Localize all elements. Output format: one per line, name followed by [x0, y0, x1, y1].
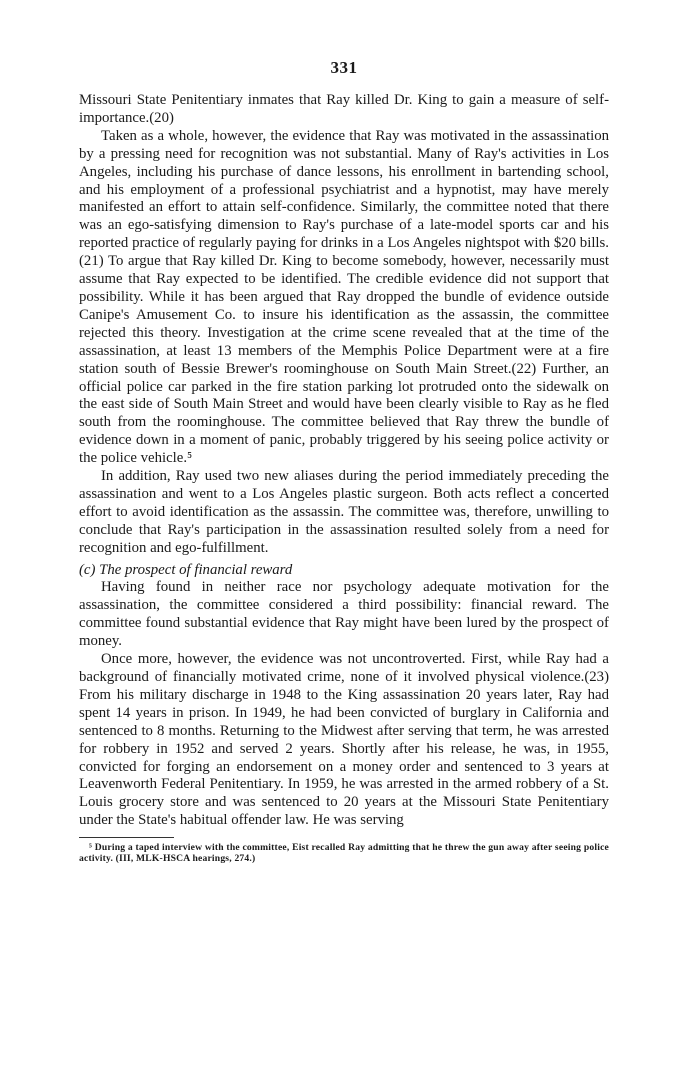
paragraph-4: Having found in neither race nor psychology adequate motivation for the assassination, the committee considered a third possibility: financial reward. The committee found substantial evidence that Ray might have been lured by the prospect of money. [79, 579, 609, 650]
page-number: 331 [330, 58, 358, 77]
paragraph-2: Taken as a whole, however, the evidence that Ray was motivated in the assassination by a pressing need for recognition was not substantial. Many of Ray's activities in Los Angeles, including his purchase of dance lessons, his enrollment in bartending school, and his employment of a professional psychiatrist and a hypnotist, may have merely manifested an effort to attain self-confidence. Similarly, the committee noted that there was an ego-satisfying dimension to Ray's purchase of a late-model sports car and his reported practice of regularly paying for drinks in a Los Angeles nightspot with $20 bills.(21) To argue that Ray killed Dr. King to become somebody, however, necessarily must assume that Ray expected to be identified. The credible evidence did not support that possibility. While it has been argued that Ray dropped the bundle of evidence outside Canipe's Amusement Co. to insure his identification as the assassin, the committee rejected this theory. Investigation at the crime scene revealed that at the time of the assassination, at least 13 members of the Memphis Police Department were at a fire station south of Bessie Brewer's roominghouse on South Main Street.(22) Further, an official police car parked in the fire station parking lot protruded onto the sidewalk on the east side of South Main Street and would have been clearly visible to Ray as he fled south from the roominghouse. The committee believed that Ray threw the bundle of evidence down in a moment of panic, probably triggered by his seeing police activity or the police vehicle.⁵ [79, 127, 609, 467]
section-heading: (c) The prospect of financial reward [79, 561, 293, 578]
paragraph-3: In addition, Ray used two new aliases during the period immediately preceding the assassination and went to a Los Angeles plastic surgeon. Both acts reflect a concerted effort to avoid identification as the assassin. The committee was, therefore, unwilling to conclude that Ray's participation in the assassination resulted solely from a need for recognition and ego-fulfillment. [79, 468, 609, 556]
paragraph-5: Once more, however, the evidence was not uncontroverted. First, while Ray had a background of financially motivated crime, none of it involved physical violence.(23) From his military discharge in 1948 to the King assassination 20 years later, Ray had spent 14 years in prison. In 1949, he had been convicted of burglary in California and sentenced to 8 months. Returning to the Midwest after serving that term, he was arrested for robbery in 1952 and served 2 years. Shortly after his release, he was, in 1955, convicted for forging an endorsement on a money order and sentenced to 3 years at Leavenworth Federal Penitentiary. In 1959, he was arrested in the armed robbery of a St. Louis grocery store and was sentenced to 20 years at the Missouri State Penitentiary under the State's habitual offender law. He was serving [79, 651, 609, 829]
document-page [79, 58, 609, 864]
footnote-divider [79, 837, 174, 838]
footnote: ⁵ During a taped interview with the committee, Eist recalled Ray admitting that he threw the gun away after seeing police activity. (III, MLK-HSCA hearings, 274.) [79, 842, 609, 865]
paragraph-1: Missouri State Penitentiary inmates that Ray killed Dr. King to gain a measure of self-importance.(20) [79, 92, 609, 126]
